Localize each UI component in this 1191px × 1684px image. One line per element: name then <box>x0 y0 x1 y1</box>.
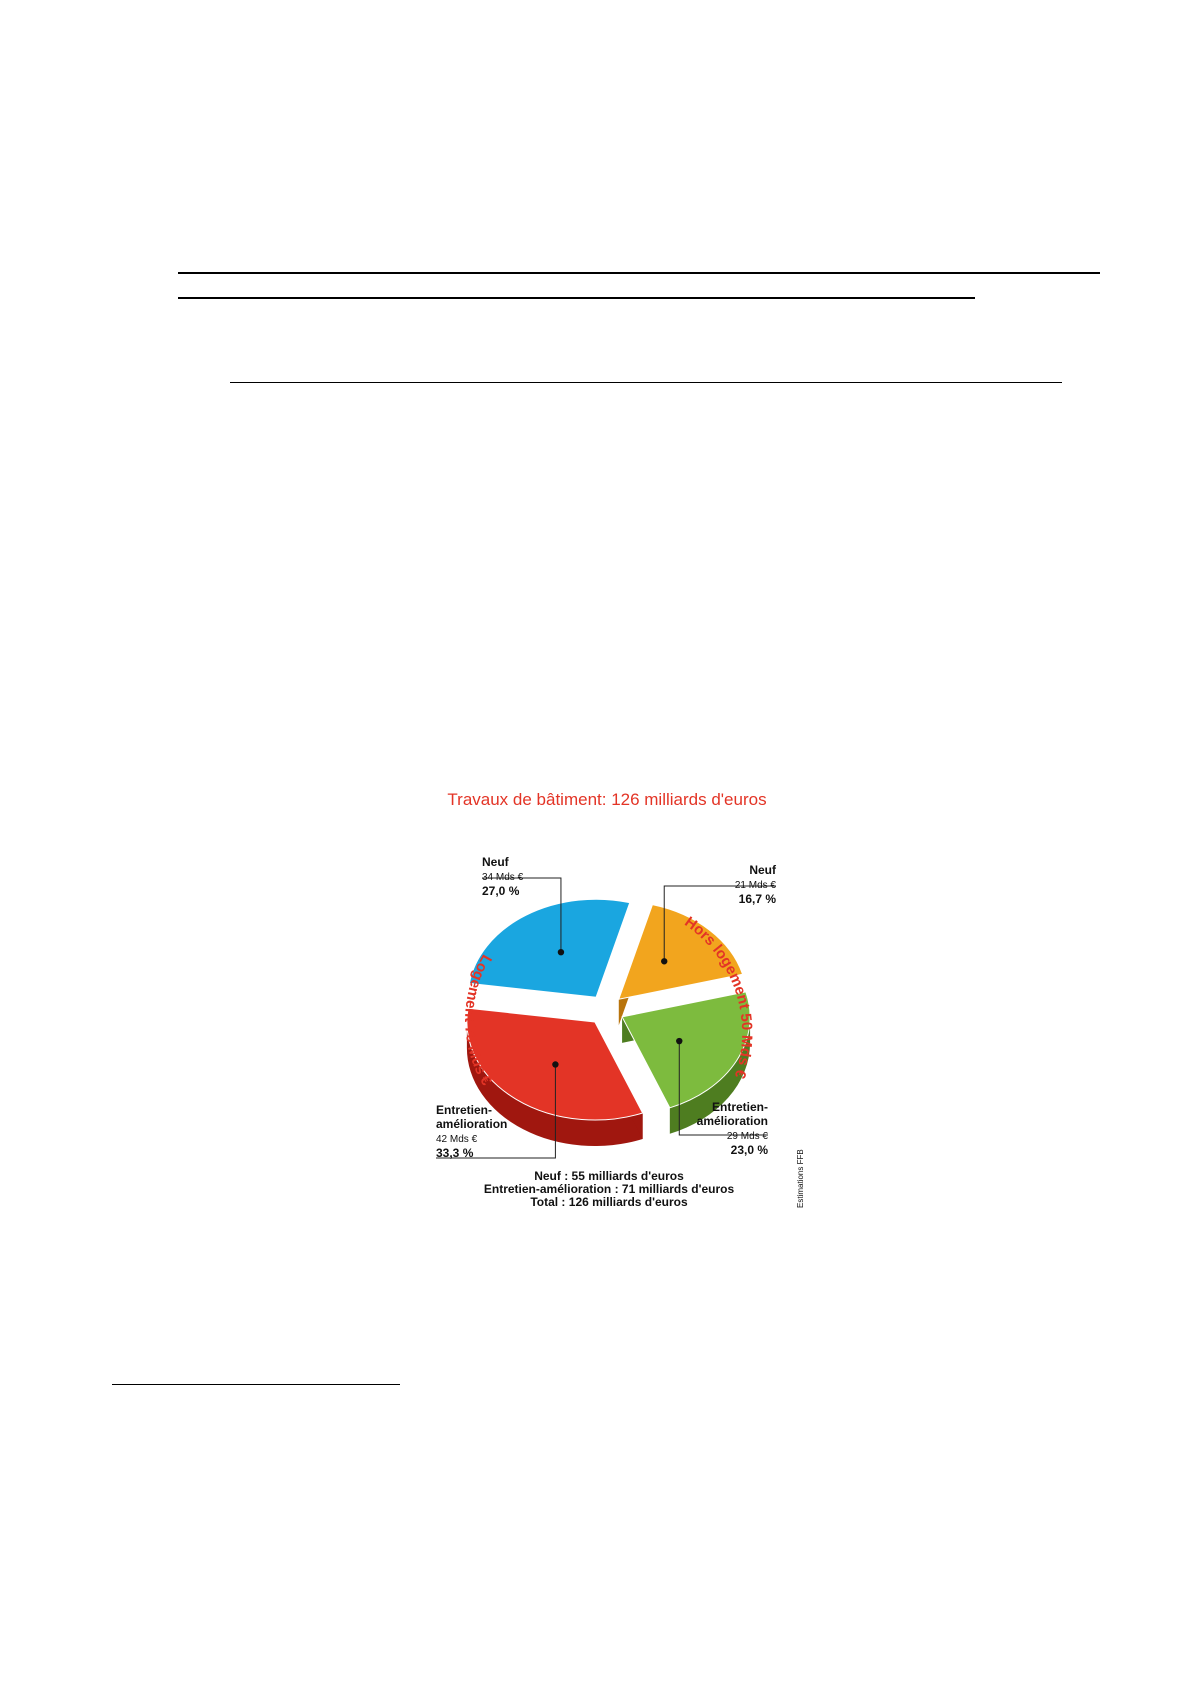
leader-dot-3 <box>552 1061 558 1067</box>
slice-category-line2: amélioration <box>696 1114 768 1128</box>
group-label-logement: Logement 76 Mds € <box>461 951 495 1089</box>
chart-title: Travaux de bâtiment: 126 milliards d'euros <box>447 790 767 809</box>
group-label-hors-logement: Hors logement 50 Mds € <box>681 913 756 1081</box>
total-neuf: Neuf : 55 milliards d'euros <box>534 1169 684 1183</box>
slice-percent: 33,3 % <box>436 1146 474 1160</box>
slice-category-line1: Entretien- <box>711 1100 768 1114</box>
leader-dot-2 <box>676 1038 682 1044</box>
slice-label-logement-neuf <box>482 855 524 898</box>
slice-0 <box>469 899 629 997</box>
totals-block <box>484 1169 735 1209</box>
slice-percent: 23,0 % <box>730 1143 768 1157</box>
total-entretien: Entretien-amélioration : 71 milliards d'euros <box>483 1182 735 1196</box>
slice-amount: 29 Mds € <box>726 1131 768 1142</box>
leader-dot-1 <box>661 958 667 964</box>
slice-percent: 16,7 % <box>738 892 776 906</box>
slice-percent: 27,0 % <box>482 884 520 898</box>
slice-category: Neuf <box>482 855 509 869</box>
slice-label-logement-entretien <box>436 1103 507 1160</box>
slice-amount: 42 Mds € <box>436 1134 478 1145</box>
slice-category: Neuf <box>749 863 776 877</box>
slice-amount: 21 Mds € <box>734 880 776 891</box>
leader-dot-0 <box>558 949 564 955</box>
slice-category-line1: Entretien- <box>436 1103 493 1117</box>
slice-category-line2: amélioration <box>436 1117 508 1131</box>
slice-amount: 34 Mds € <box>482 872 524 883</box>
slice-label-hors-logement-neuf <box>735 863 777 906</box>
total-all: Total : 126 milliards d'euros <box>530 1195 688 1209</box>
source-note: Estimations FFB <box>796 1149 805 1208</box>
